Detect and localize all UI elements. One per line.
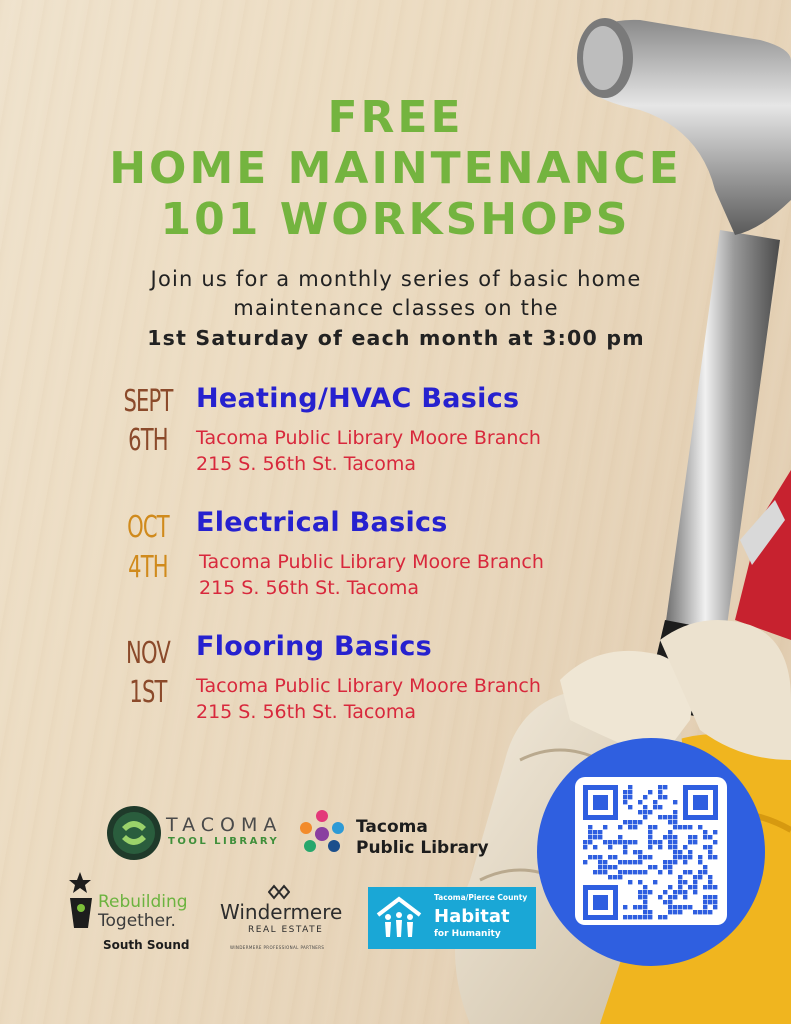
title-line-3: 101 WORKSHOPS bbox=[160, 194, 631, 245]
event-location: Tacoma Public Library Moore Branch bbox=[199, 551, 544, 573]
event-address: 215 S. 56th St. Tacoma bbox=[199, 577, 420, 599]
title-line-1: FREE bbox=[327, 92, 464, 143]
gear-icon bbox=[106, 805, 162, 861]
qr-code-icon[interactable] bbox=[575, 777, 727, 925]
public-library-line-1: Tacoma bbox=[356, 817, 428, 837]
rebuilding-line-1: Rebuilding bbox=[98, 892, 188, 912]
event-day: 6TH bbox=[128, 423, 168, 458]
house-icon bbox=[376, 895, 422, 941]
event-title: Flooring Basics bbox=[196, 631, 433, 662]
tool-library-sub: TOOL LIBRARY bbox=[168, 836, 280, 847]
star-icon bbox=[64, 870, 98, 930]
event-month: SEPT bbox=[123, 384, 173, 419]
event-month: OCT bbox=[127, 510, 169, 545]
intro-line-2: maintenance classes on the bbox=[233, 296, 559, 320]
tool-library-name: TACOMA bbox=[166, 814, 283, 836]
intro-line-1: Join us for a monthly series of basic home bbox=[150, 267, 642, 291]
event-address: 215 S. 56th St. Tacoma bbox=[196, 453, 417, 475]
windermere-sub: REAL ESTATE bbox=[248, 925, 324, 935]
event-location: Tacoma Public Library Moore Branch bbox=[196, 675, 541, 697]
rebuilding-line-2: Together. bbox=[98, 911, 176, 931]
public-library-line-2: Public Library bbox=[356, 838, 489, 858]
habitat-top: Tacoma/Pierce County bbox=[434, 893, 528, 902]
intro-line-3: 1st Saturday of each month at 3:00 pm bbox=[147, 326, 645, 350]
event-day: 4TH bbox=[128, 550, 168, 585]
event-address: 215 S. 56th St. Tacoma bbox=[196, 701, 417, 723]
habitat-sub: for Humanity bbox=[434, 929, 501, 939]
title-line-2: HOME MAINTENANCE bbox=[109, 143, 682, 194]
windermere-name: Windermere bbox=[220, 900, 343, 924]
rebuilding-line-3: South Sound bbox=[103, 938, 190, 952]
habitat-name: Habitat bbox=[434, 906, 510, 927]
event-location: Tacoma Public Library Moore Branch bbox=[196, 427, 541, 449]
library-logo-icon bbox=[296, 808, 348, 860]
event-month: NOV bbox=[126, 636, 170, 671]
windermere-logo-icon bbox=[268, 884, 290, 900]
windermere-tagline: WINDERMERE PROFESSIONAL PARTNERS bbox=[230, 945, 325, 950]
event-title: Heating/HVAC Basics bbox=[196, 383, 520, 414]
event-day: 1ST bbox=[129, 675, 167, 710]
event-title: Electrical Basics bbox=[196, 507, 448, 538]
